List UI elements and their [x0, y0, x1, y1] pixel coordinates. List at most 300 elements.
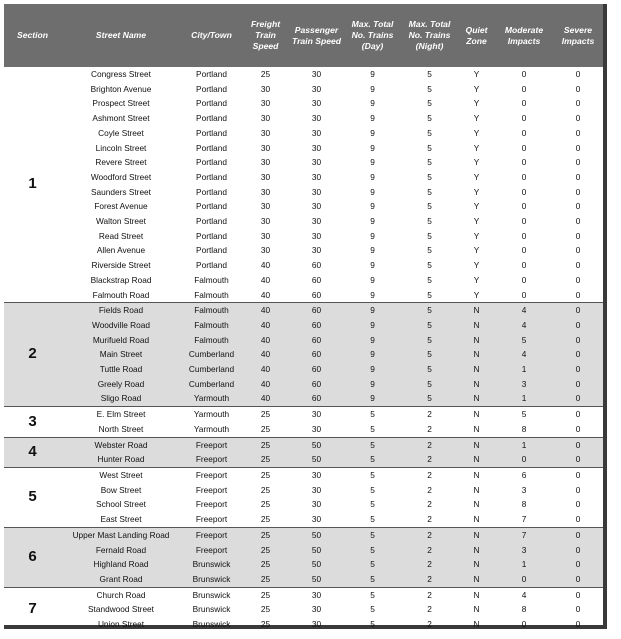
table-row [4, 155, 603, 170]
cell-street-name: Murifueld Road [61, 333, 181, 348]
cell-severe-impacts: 0 [575, 186, 581, 197]
cell-trains-night: 5 [427, 98, 432, 109]
cell-passenger-speed: 30 [311, 619, 322, 630]
cell-quiet-zone: Y [473, 69, 480, 79]
cell-city-town: Portland [196, 83, 227, 94]
cell-trains-night: 5 [427, 230, 432, 241]
table-row [4, 452, 603, 467]
cell-quiet-zone: Y [473, 186, 480, 197]
table-row [4, 170, 603, 185]
cell-quiet-zone: N [458, 347, 495, 362]
table-row [4, 617, 603, 632]
cell-freight-speed: 25 [260, 484, 271, 495]
cell-moderate-impacts: 5 [495, 333, 553, 348]
cell-passenger-speed: 60 [289, 333, 344, 348]
cell-moderate-impacts: 0 [521, 274, 527, 285]
cell-freight-speed: 30 [260, 157, 271, 168]
cell-passenger-speed: 60 [289, 377, 344, 392]
cell-trains-night: 5 [401, 333, 458, 348]
cell-severe-impacts: 0 [575, 499, 581, 510]
cell-quiet-zone: N [458, 333, 495, 348]
cell-freight-speed: 25 [242, 587, 289, 602]
cell-passenger-speed: 60 [311, 289, 322, 300]
cell-moderate-impacts: 0 [521, 260, 527, 271]
cell-trains-day: 5 [370, 619, 375, 630]
cell-moderate-impacts: 3 [521, 484, 527, 495]
cell-quiet-zone: N [458, 587, 495, 602]
cell-city-town: Portland [196, 171, 227, 182]
cell-street-name: Riverside Street [91, 260, 151, 271]
cell-moderate-impacts: 0 [521, 142, 527, 153]
cell-freight-speed: 30 [260, 245, 271, 256]
cell-trains-day: 5 [344, 467, 401, 482]
table-row [4, 512, 603, 527]
table-row [4, 288, 603, 303]
cell-freight-speed: 25 [242, 557, 289, 572]
cell-city-town: Freeport [195, 484, 228, 495]
cell-passenger-speed: 60 [289, 347, 344, 362]
cell-passenger-speed: 30 [311, 499, 322, 510]
cell-city-town: Portland [196, 201, 227, 212]
cell-trains-day: 9 [370, 171, 375, 182]
cell-trains-night: 2 [401, 467, 458, 482]
cell-trains-night: 2 [401, 527, 458, 542]
cell-street-name: Allen Avenue [96, 245, 146, 256]
cell-street-name: School Street [96, 499, 146, 510]
cell-quiet-zone: N [458, 362, 495, 377]
cell-city-town: Portland [196, 157, 227, 168]
cell-street-name: West Street [61, 467, 181, 482]
cell-severe-impacts: 0 [575, 260, 581, 271]
cell-trains-day: 9 [370, 245, 375, 256]
header-quiet-zone: Quiet Zone [458, 4, 495, 67]
cell-severe-impacts: 0 [553, 318, 603, 333]
cell-trains-night: 5 [427, 186, 432, 197]
cell-passenger-speed: 30 [289, 407, 344, 422]
cell-passenger-speed: 60 [289, 391, 344, 406]
cell-passenger-speed: 30 [311, 245, 322, 256]
cell-trains-day: 5 [344, 452, 401, 467]
cell-trains-night: 5 [427, 113, 432, 124]
header-max-trains-day: Max. Total No. Trains (Day) [344, 4, 401, 67]
cell-freight-speed: 25 [242, 467, 289, 482]
cell-city-town: Brunswick [192, 619, 231, 630]
section-number: 3 [4, 407, 61, 437]
cell-quiet-zone: N [458, 377, 495, 392]
cell-trains-night: 5 [401, 318, 458, 333]
cell-trains-night: 2 [427, 423, 432, 434]
cell-freight-speed: 30 [260, 201, 271, 212]
cell-trains-day: 9 [344, 347, 401, 362]
cell-moderate-impacts: 4 [495, 347, 553, 362]
cell-quiet-zone: N [458, 391, 495, 406]
cell-trains-day: 9 [370, 260, 375, 271]
cell-moderate-impacts: 0 [521, 157, 527, 168]
cell-street-name: Webster Road [61, 437, 181, 452]
cell-trains-night: 5 [401, 391, 458, 406]
table-row [4, 483, 603, 498]
table-row [4, 543, 603, 558]
cell-freight-speed: 40 [242, 362, 289, 377]
cell-severe-impacts: 0 [575, 230, 581, 241]
cell-passenger-speed: 30 [311, 604, 322, 615]
cell-severe-impacts: 0 [553, 543, 603, 558]
cell-quiet-zone: Y [473, 127, 480, 138]
cell-trains-night: 5 [427, 245, 432, 256]
cell-street-name: Read Street [98, 230, 144, 241]
table-row [4, 141, 603, 156]
cell-city-town: Portland [196, 113, 227, 124]
cell-moderate-impacts: 8 [521, 499, 527, 510]
table-row [4, 527, 603, 542]
cell-passenger-speed: 30 [311, 83, 322, 94]
cell-moderate-impacts: 0 [521, 127, 527, 138]
section-number: 2 [4, 303, 61, 407]
cell-passenger-speed: 60 [289, 318, 344, 333]
cell-severe-impacts: 0 [575, 619, 581, 630]
cell-city-town: Brunswick [192, 604, 231, 615]
table-row [4, 273, 603, 288]
cell-passenger-speed: 30 [311, 142, 322, 153]
table-row [4, 303, 603, 318]
cell-freight-speed: 40 [242, 377, 289, 392]
cell-street-name: Falmouth Road [92, 289, 150, 300]
cell-street-name: E. Elm Street [61, 407, 181, 422]
cell-freight-speed: 40 [242, 318, 289, 333]
cell-quiet-zone: N [458, 543, 495, 558]
cell-passenger-speed: 30 [289, 467, 344, 482]
table-row [4, 377, 603, 392]
cell-street-name: Coyle Street [98, 127, 144, 138]
cell-city-town: Portland [196, 98, 227, 109]
cell-street-name: Standwood Street [88, 604, 154, 615]
table-frame [4, 4, 607, 629]
cell-trains-night: 2 [427, 604, 432, 615]
cell-moderate-impacts: 4 [495, 318, 553, 333]
cell-freight-speed: 30 [260, 127, 271, 138]
cell-trains-day: 9 [370, 142, 375, 153]
cell-quiet-zone: N [473, 619, 480, 630]
cell-quiet-zone: Y [473, 274, 480, 285]
cell-city-town: Brunswick [181, 572, 242, 587]
cell-freight-speed: 30 [260, 216, 271, 227]
cell-street-name: East Street [100, 514, 142, 525]
cell-trains-day: 5 [344, 572, 401, 587]
cell-street-name: Blackstrap Road [90, 274, 152, 285]
cell-severe-impacts: 0 [553, 452, 603, 467]
cell-quiet-zone: N [458, 318, 495, 333]
cell-trains-day: 5 [344, 543, 401, 558]
cell-trains-night: 5 [427, 289, 432, 300]
cell-trains-night: 2 [427, 499, 432, 510]
cell-trains-night: 2 [401, 587, 458, 602]
cell-street-name: North Street [98, 423, 144, 434]
cell-trains-night: 5 [427, 83, 432, 94]
cell-street-name: Brighton Avenue [90, 83, 152, 94]
cell-moderate-impacts: 0 [521, 619, 527, 630]
cell-moderate-impacts: 0 [521, 245, 527, 256]
cell-street-name: Tuttle Road [61, 362, 181, 377]
cell-moderate-impacts: 6 [495, 467, 553, 482]
cell-severe-impacts: 0 [575, 157, 581, 168]
cell-trains-day: 9 [344, 318, 401, 333]
cell-moderate-impacts: 0 [495, 452, 553, 467]
cell-trains-day: 9 [370, 69, 375, 79]
table-row [4, 67, 603, 82]
table-row [4, 96, 603, 111]
cell-severe-impacts: 0 [553, 303, 603, 318]
cell-trains-day: 9 [370, 186, 375, 197]
cell-quiet-zone: Y [473, 157, 480, 168]
cell-street-name: Grant Road [61, 572, 181, 587]
cell-trains-night: 2 [401, 572, 458, 587]
cell-severe-impacts: 0 [575, 216, 581, 227]
table-row [4, 111, 603, 126]
cell-trains-night: 5 [401, 377, 458, 392]
cell-trains-night: 2 [401, 452, 458, 467]
cell-quiet-zone: Y [473, 216, 480, 227]
cell-severe-impacts: 0 [553, 407, 603, 422]
table-row [4, 407, 603, 422]
cell-freight-speed: 30 [260, 113, 271, 124]
cell-street-name: Greely Road [61, 377, 181, 392]
table-row [4, 126, 603, 141]
cell-freight-speed: 40 [260, 274, 271, 285]
section-number: 6 [4, 527, 61, 587]
cell-street-name: Woodford Street [90, 171, 152, 182]
table-header [4, 4, 603, 67]
cell-passenger-speed: 30 [311, 113, 322, 124]
header-city-town: City/Town [181, 4, 242, 67]
cell-trains-night: 2 [401, 437, 458, 452]
cell-moderate-impacts: 0 [521, 113, 527, 124]
table-row [4, 318, 603, 333]
cell-city-town: Portland [196, 230, 227, 241]
cell-quiet-zone: Y [473, 171, 480, 182]
cell-street-name: Woodville Road [61, 318, 181, 333]
cell-moderate-impacts: 4 [495, 303, 553, 318]
cell-severe-impacts: 0 [575, 245, 581, 256]
cell-passenger-speed: 50 [289, 543, 344, 558]
table-row [4, 557, 603, 572]
cell-moderate-impacts: 0 [521, 171, 527, 182]
cell-severe-impacts: 0 [575, 274, 581, 285]
cell-moderate-impacts: 8 [521, 423, 527, 434]
cell-trains-night: 5 [427, 127, 432, 138]
cell-trains-day: 5 [344, 557, 401, 572]
table-row [4, 572, 603, 587]
cell-trains-night: 5 [427, 142, 432, 153]
cell-severe-impacts: 0 [575, 127, 581, 138]
cell-quiet-zone: N [458, 303, 495, 318]
cell-freight-speed: 30 [260, 83, 271, 94]
cell-city-town: Freeport [181, 452, 242, 467]
cell-freight-speed: 30 [260, 171, 271, 182]
cell-severe-impacts: 0 [575, 201, 581, 212]
cell-trains-day: 5 [344, 407, 401, 422]
cell-trains-day: 9 [370, 201, 375, 212]
section-number: 4 [4, 437, 61, 467]
cell-city-town: Falmouth [194, 289, 229, 300]
header-passenger-train-speed: Passenger Train Speed [289, 4, 344, 67]
cell-street-name: Main Street [61, 347, 181, 362]
cell-trains-day: 9 [344, 333, 401, 348]
cell-freight-speed: 25 [242, 527, 289, 542]
cell-passenger-speed: 60 [289, 362, 344, 377]
cell-freight-speed: 25 [260, 514, 271, 525]
cell-moderate-impacts: 7 [521, 514, 527, 525]
cell-trains-day: 9 [370, 127, 375, 138]
cell-passenger-speed: 30 [311, 127, 322, 138]
cell-severe-impacts: 0 [575, 98, 581, 109]
cell-city-town: Portland [196, 127, 227, 138]
section-number: 1 [28, 175, 37, 193]
cell-city-town: Portland [196, 260, 227, 271]
cell-freight-speed: 40 [242, 333, 289, 348]
cell-moderate-impacts: 0 [521, 230, 527, 241]
table-row [4, 362, 603, 377]
cell-city-town: Freeport [181, 543, 242, 558]
cell-quiet-zone: Y [473, 142, 480, 153]
cell-passenger-speed: 30 [311, 423, 322, 434]
cell-passenger-speed: 50 [289, 452, 344, 467]
cell-trains-day: 5 [370, 423, 375, 434]
cell-passenger-speed: 30 [311, 201, 322, 212]
cell-quiet-zone: N [458, 557, 495, 572]
table-row [4, 347, 603, 362]
cell-trains-day: 5 [370, 604, 375, 615]
cell-quiet-zone: Y [473, 98, 480, 109]
table-row [4, 82, 603, 97]
cell-moderate-impacts: 1 [495, 362, 553, 377]
cell-quiet-zone: Y [473, 113, 480, 124]
cell-freight-speed: 40 [260, 260, 271, 271]
cell-moderate-impacts: 3 [495, 543, 553, 558]
cell-street-name: Walton Street [96, 216, 146, 227]
cell-severe-impacts: 0 [553, 362, 603, 377]
cell-city-town: Falmouth [181, 318, 242, 333]
cell-passenger-speed: 50 [289, 527, 344, 542]
cell-trains-day: 9 [370, 83, 375, 94]
cell-passenger-speed: 30 [311, 171, 322, 182]
cell-passenger-speed: 30 [289, 587, 344, 602]
cell-severe-impacts: 0 [553, 347, 603, 362]
table-row [4, 258, 603, 273]
header-severe-impacts: Severe Impacts [553, 4, 603, 67]
cell-street-name: Union Street [97, 619, 145, 630]
cell-freight-speed: 25 [260, 69, 271, 79]
cell-trains-day: 9 [344, 362, 401, 377]
cell-moderate-impacts: 0 [495, 572, 553, 587]
cell-city-town: Falmouth [181, 333, 242, 348]
cell-passenger-speed: 50 [289, 557, 344, 572]
cell-trains-day: 5 [344, 587, 401, 602]
cell-freight-speed: 25 [260, 499, 271, 510]
cell-freight-speed: 25 [260, 619, 271, 630]
cell-trains-day: 9 [370, 98, 375, 109]
cell-trains-day: 5 [344, 527, 401, 542]
cell-trains-night: 5 [427, 260, 432, 271]
cell-freight-speed: 25 [242, 572, 289, 587]
cell-trains-night: 2 [427, 484, 432, 495]
cell-severe-impacts: 0 [575, 604, 581, 615]
cell-city-town: Freeport [195, 499, 228, 510]
cell-trains-day: 9 [370, 216, 375, 227]
cell-quiet-zone: N [458, 452, 495, 467]
cell-city-town: Falmouth [194, 274, 229, 285]
cell-trains-day: 5 [370, 484, 375, 495]
table-row [4, 437, 603, 452]
section-number: 7 [4, 587, 61, 632]
cell-freight-speed: 30 [260, 98, 271, 109]
cell-trains-night: 5 [427, 171, 432, 182]
cell-trains-night: 5 [427, 69, 432, 79]
cell-city-town: Falmouth [181, 303, 242, 318]
cell-quiet-zone: Y [473, 83, 480, 94]
cell-trains-night: 2 [427, 619, 432, 630]
cell-quiet-zone: Y [473, 245, 480, 256]
cell-quiet-zone: Y [473, 289, 480, 300]
cell-city-town: Cumberland [181, 377, 242, 392]
cell-moderate-impacts: 8 [521, 604, 527, 615]
cell-quiet-zone: N [458, 437, 495, 452]
cell-passenger-speed: 50 [289, 437, 344, 452]
cell-moderate-impacts: 0 [521, 186, 527, 197]
header-freight-train-speed: Freight Train Speed [242, 4, 289, 67]
cell-street-name: Ashmont Street [92, 113, 150, 124]
table-row [4, 602, 603, 617]
cell-quiet-zone: N [473, 423, 480, 434]
cell-street-name: Upper Mast Landing Road [61, 527, 181, 542]
cell-city-town: Portland [196, 69, 227, 79]
cell-freight-speed: 40 [242, 391, 289, 406]
header-max-trains-night: Max. Total No. Trains (Night) [401, 4, 458, 67]
cell-moderate-impacts: 0 [521, 201, 527, 212]
cell-severe-impacts: 0 [553, 391, 603, 406]
cell-moderate-impacts: 0 [521, 289, 527, 300]
cell-severe-impacts: 0 [575, 289, 581, 300]
cell-street-name: Prospect Street [92, 98, 150, 109]
cell-street-name: Hunter Road [61, 452, 181, 467]
cell-freight-speed: 40 [242, 347, 289, 362]
cell-trains-night: 2 [401, 557, 458, 572]
cell-quiet-zone: N [458, 527, 495, 542]
cell-severe-impacts: 0 [553, 557, 603, 572]
cell-moderate-impacts: 1 [495, 437, 553, 452]
cell-street-name: Fernald Road [61, 543, 181, 558]
cell-moderate-impacts: 0 [521, 69, 527, 79]
table-row [4, 199, 603, 214]
cell-quiet-zone: Y [473, 230, 480, 241]
cell-city-town: Freeport [181, 527, 242, 542]
cell-passenger-speed: 60 [311, 260, 322, 271]
cell-moderate-impacts: 1 [495, 557, 553, 572]
cell-passenger-speed: 30 [311, 230, 322, 241]
cell-trains-night: 5 [427, 216, 432, 227]
cell-passenger-speed: 30 [311, 157, 322, 168]
cell-trains-night: 2 [401, 407, 458, 422]
cell-trains-day: 9 [370, 113, 375, 124]
cell-passenger-speed: 60 [289, 303, 344, 318]
cell-city-town: Yarmouth [181, 407, 242, 422]
cell-quiet-zone: N [458, 572, 495, 587]
cell-street-name: Saunders Street [91, 186, 151, 197]
cell-trains-day: 5 [370, 514, 375, 525]
cell-city-town: Cumberland [181, 362, 242, 377]
cell-city-town: Brunswick [181, 557, 242, 572]
cell-severe-impacts: 0 [575, 113, 581, 124]
cell-freight-speed: 25 [242, 407, 289, 422]
